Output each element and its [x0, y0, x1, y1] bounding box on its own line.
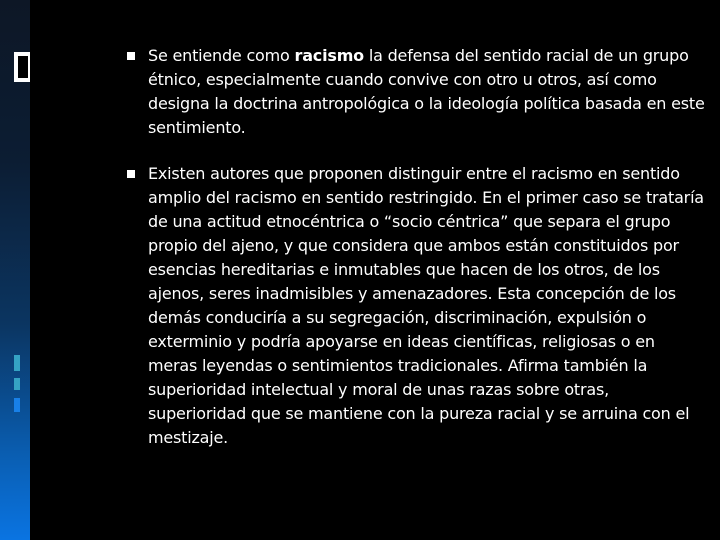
- deco-mark-teal-1: [14, 355, 20, 371]
- bullet-text: Existen autores que proponen distinguir entre el racismo en sentido amplio del racismo en sentido restringido. En el primer caso se trataría de una actitud etnocéntrica o “socio céntrica” que separa el grupo propio del ajeno, y que considera que ambos están constituidos por esencias hereditarias e inmutables que hacen de los otros, de los ajenos, seres inadmisibles y amenazadores. Esta concepción de los demás conduciría a su segregación, discriminación, expulsión o exterminio y podría apoyarse en ideas científicas, religiosas o en meras leyendas o sentimientos tradicionales. Afirma también la superioridad intelectual y moral de unas razas sobre otras, superioridad que se mantiene con la pureza racial y se arruina con el mestizaje.: [148, 164, 704, 447]
- bullet-text-post: la defensa del sentido racial de un grupo étnico, especialmente cuando convive con otro u otros, así como designa la doctrina antropológica o la ideología política basada en este sentimiento.: [148, 46, 705, 137]
- bullet-item-racismo-types: [148, 162, 708, 450]
- bullet-list: [148, 44, 708, 472]
- deco-mark-teal-2: [14, 378, 20, 390]
- deco-mark-blue: [14, 398, 20, 412]
- square-bullet-icon: [127, 52, 135, 60]
- bullet-text-pre: Se entiende como: [148, 46, 295, 65]
- bullet-text-bold-term: racismo: [294, 46, 364, 65]
- bullet-item-racismo-definition: [148, 44, 708, 140]
- square-bullet-icon: [127, 170, 135, 178]
- deco-block-top-inner: [18, 56, 28, 78]
